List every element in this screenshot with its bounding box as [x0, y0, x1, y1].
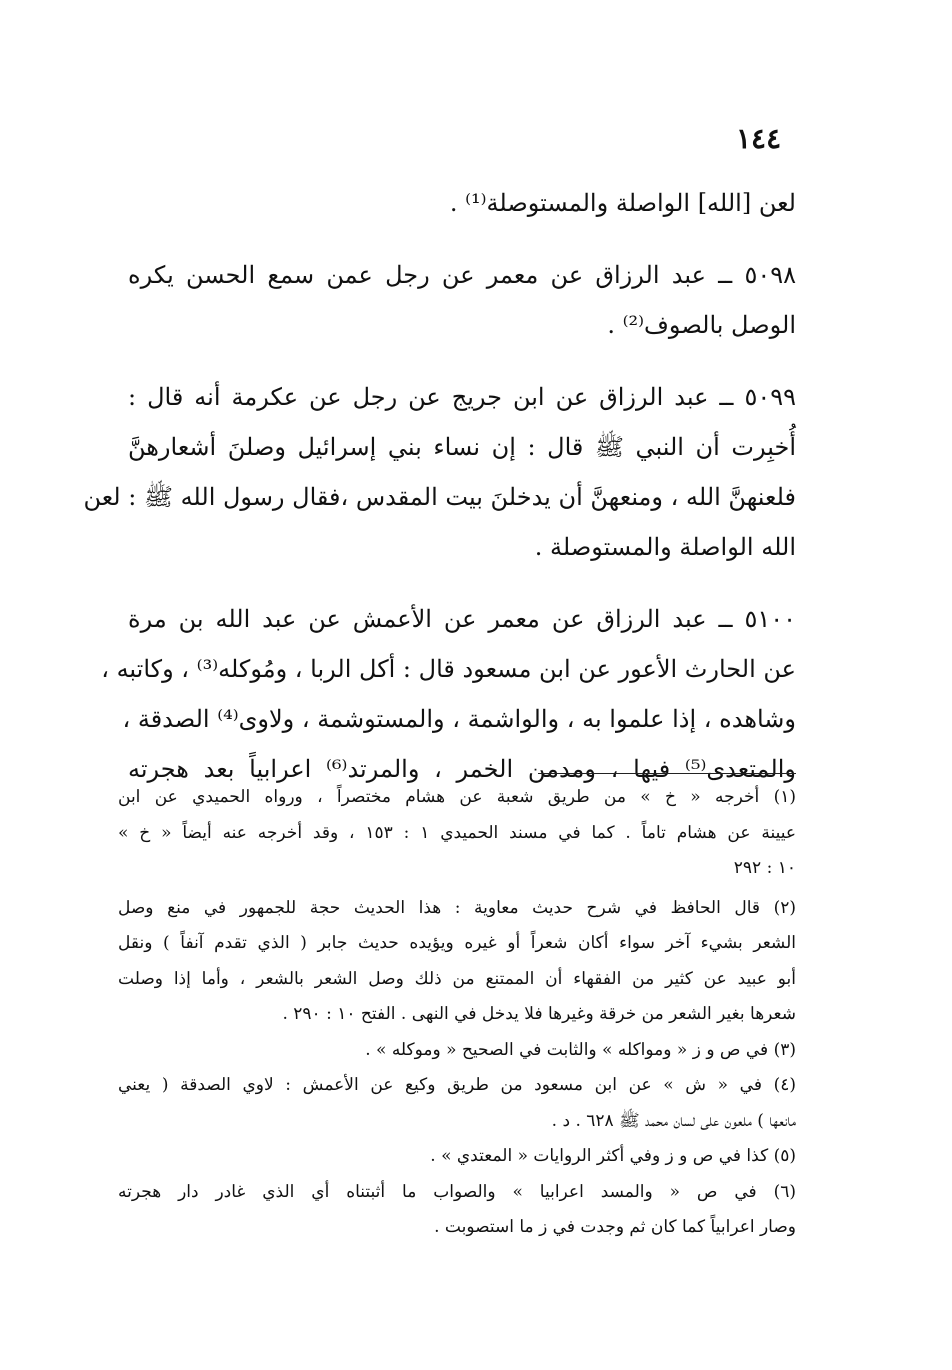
footnote-line: (٦) في ص « والمسد اعرابيا » والصواب ما أثبتناه أي الذي غادر دار هجرته [118, 1181, 796, 1202]
hadith-5100 [101, 594, 796, 794]
footnote-separator [538, 773, 796, 774]
main-text [83, 178, 796, 794]
footnote-5 [118, 1139, 796, 1175]
text-line: ٥١٠٠ ــ عبد الرزاق عن معمر عن الأعمش عن عبد الله بن مرة [128, 605, 796, 633]
footnote-line: ١٠ : ٢٩٢ [733, 858, 796, 878]
hadith-5098 [128, 250, 796, 350]
footnote-line: مانعها ) ملعون على لسان محمد ﷺ ٦٢٨ . د . [551, 1110, 796, 1131]
footnote-line: الشعر بشيء آخر سواء أكان شعراً أو غيره ويؤيده حديث جابر ( الذي تقدم آنفاً ) ونقل [118, 933, 796, 953]
footnote-line: (٢) قال الحافظ في شرح حديث معاوية : هذا الحديث حجة للجمهور في منع وصل [118, 897, 796, 918]
footnote-3 [118, 1033, 796, 1069]
footnotes [118, 780, 796, 1246]
text-line: لعن [الله] الواصلة والمستوصلة⁽¹⁾ . [449, 189, 796, 217]
text-line: الوصل بالصوف⁽²⁾ . [607, 311, 796, 339]
page-number: ١٤٤ [736, 122, 782, 155]
footnote-line: وصار اعرابياً كما كان ثم وجدت في ز ما استصوبت . [434, 1217, 796, 1237]
footnote-6 [118, 1175, 796, 1246]
text-line: الله الواصلة والمستوصلة . [534, 533, 796, 561]
text-line: عن الحارث الأعور عن ابن مسعود قال : أكل الربا ، ومُوكله⁽³⁾ ، وكاتبه ، [101, 655, 796, 683]
footnote-line: (٥) كذا في ص و ز وفي أكثر الروايات « المعتدي » . [430, 1146, 796, 1166]
text-line: أُخبِرت أن النبي ﷺ قال : إن نساء بني إسرائيل وصلنَ أشعارهنَّ [128, 433, 796, 461]
footnote-line: (٤) في « ش » عن ابن مسعود من طريق وكيع عن الأعمش : لاوي الصدقة ( يعني [118, 1075, 796, 1095]
text-line: والمتعدى⁽⁵⁾ فيها ، ومدمن الخمر ، والمرتد⁽⁶⁾ اعرابياً بعد هجرته [128, 755, 796, 783]
text-line: ٥٠٩٩ ــ عبد الرزاق عن ابن جريج عن رجل عن عكرمة أنه قال : [128, 383, 796, 411]
footnote-line: (٣) في ص و ز « ومواكله » والثابت في الصحيح « وموكله » . [365, 1039, 796, 1060]
footnote-4 [118, 1068, 796, 1139]
footnote-2 [118, 891, 796, 1033]
text-line: وشاهده ، إذا علموا به ، والواشمة ، والمستوشمة ، ولاوى⁽⁴⁾ الصدقة ، [122, 705, 796, 733]
footnote-line: شعرها بغير الشعر من خرقة وغيرها فلا يدخل في النهى . الفتح ١٠ : ٢٩٠ . [282, 1004, 796, 1024]
text-line: فلعنهنَّ الله ، ومنعهنَّ أن يدخلنَ بيت المقدس ،فقال رسول الله ﷺ : لعن [83, 483, 796, 511]
paragraph-intro [128, 178, 796, 228]
footnote-1 [118, 780, 796, 887]
footnote-line: (١) أخرجه « خ » من طريق شعبة عن هشام مختصراً ، ورواه الحميدي عن ابن [118, 787, 796, 807]
hadith-5099 [83, 372, 796, 572]
footnote-line: عيينة عن هشام تاماً . كما في مسند الحميدي ١ : ١٥٣ ، وقد أخرجه عنه أيضاً « خ » [118, 822, 796, 843]
footnote-line: أبو عبيد عن كثير من الفقهاء أن الممتنع من ذلك وصل الشعر بالشعر ، وأما إذا وصلت [118, 968, 796, 989]
text-line: ٥٠٩٨ ــ عبد الرزاق عن معمر عن رجل عمن سمع الحسن يكره [128, 261, 796, 289]
